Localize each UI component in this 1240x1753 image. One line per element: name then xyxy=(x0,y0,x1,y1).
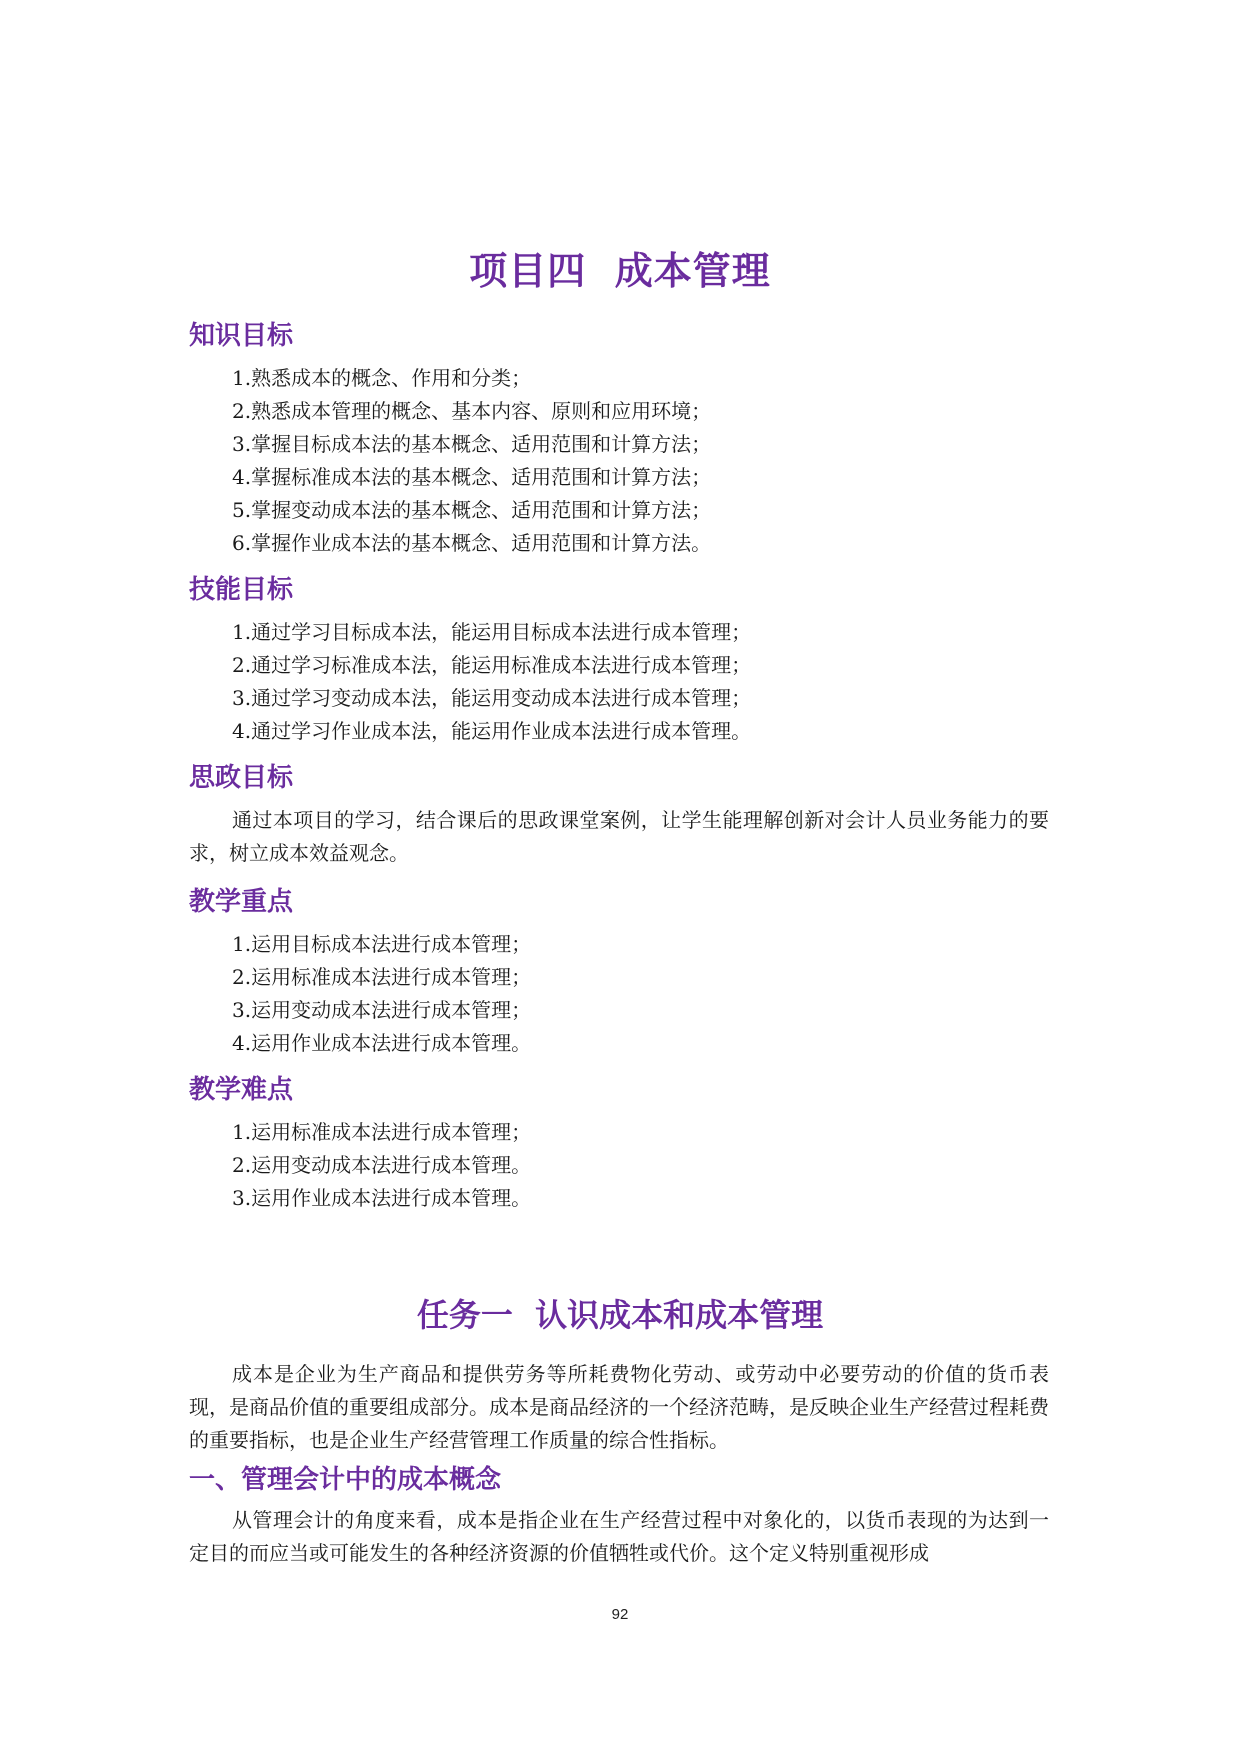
list-item: 1.通过学习目标成本法，能运用目标成本法进行成本管理； xyxy=(232,620,752,644)
section-ideology xyxy=(189,760,1049,870)
list-item: 5.掌握变动成本法的基本概念、适用范围和计算方法； xyxy=(232,498,712,522)
list-item: 3.掌握目标成本法的基本概念、适用范围和计算方法； xyxy=(232,432,712,456)
project-title: 项目四 成本管理 xyxy=(469,249,771,293)
section-heading-difficulties: 教学难点 xyxy=(189,1075,294,1105)
task-intro-block xyxy=(189,1358,1049,1457)
key-points-list xyxy=(189,928,1049,1060)
section-heading-ideology: 思政目标 xyxy=(189,763,294,793)
list-item: 1.运用目标成本法进行成本管理； xyxy=(232,932,532,956)
section-heading-key-points: 教学重点 xyxy=(189,887,294,917)
list-item: 4.掌握标准成本法的基本概念、适用范围和计算方法； xyxy=(232,465,712,489)
section-difficulties xyxy=(189,1072,1049,1215)
list-item: 4.运用作业成本法进行成本管理。 xyxy=(232,1031,532,1055)
subsection-heading: 一、管理会计中的成本概念 xyxy=(189,1465,502,1495)
list-item: 1.运用标准成本法进行成本管理； xyxy=(232,1120,532,1144)
page-number: 92 xyxy=(611,1606,629,1623)
difficulties-list xyxy=(189,1116,1049,1215)
section-heading-skills: 技能目标 xyxy=(189,575,294,605)
ideology-paragraph: 通过本项目的学习，结合课后的思政课堂案例，让学生能理解创新对会计人员业务能力的要求，树立成本效益观念。 xyxy=(189,808,1049,865)
list-item: 3.运用作业成本法进行成本管理。 xyxy=(232,1186,532,1210)
list-item: 2.熟悉成本管理的概念、基本内容、原则和应用环境； xyxy=(232,399,712,423)
section-key-points xyxy=(189,884,1049,1060)
list-item: 2.运用标准成本法进行成本管理； xyxy=(232,965,532,989)
list-item: 2.运用变动成本法进行成本管理。 xyxy=(232,1153,532,1177)
list-item: 3.运用变动成本法进行成本管理； xyxy=(232,998,532,1022)
section-knowledge xyxy=(189,318,1049,560)
list-item: 4.通过学习作业成本法，能运用作业成本法进行成本管理。 xyxy=(232,719,752,743)
task-intro-paragraph: 成本是企业为生产商品和提供劳务等所耗费物化劳动、或劳动中必要劳动的价值的货币表现，是商品价值的重要组成部分。成本是商品经济的一个经济范畴，是反映企业生产经营过程耗费的重要指标，也是企业生产经营管理工作质量的综合性指标。 xyxy=(189,1362,1049,1452)
list-item: 1.熟悉成本的概念、作用和分类； xyxy=(232,366,532,390)
subsection-paragraph: 从管理会计的角度来看，成本是指企业在生产经营过程中对象化的，以货币表现的为达到一定目的而应当或可能发生的各种经济资源的价值牺牲或代价。这个定义特别重视形成 xyxy=(189,1508,1049,1565)
subsection-cost-concept xyxy=(189,1462,1049,1570)
section-heading-knowledge: 知识目标 xyxy=(189,321,294,351)
list-item: 3.通过学习变动成本法，能运用变动成本法进行成本管理； xyxy=(232,686,752,710)
knowledge-list xyxy=(189,362,1049,560)
task-title: 任务一 认识成本和成本管理 xyxy=(416,1296,824,1334)
section-skills xyxy=(189,572,1049,748)
list-item: 2.通过学习标准成本法，能运用标准成本法进行成本管理； xyxy=(232,653,752,677)
list-item: 6.掌握作业成本法的基本概念、适用范围和计算方法。 xyxy=(232,531,712,555)
skills-list xyxy=(189,616,1049,748)
